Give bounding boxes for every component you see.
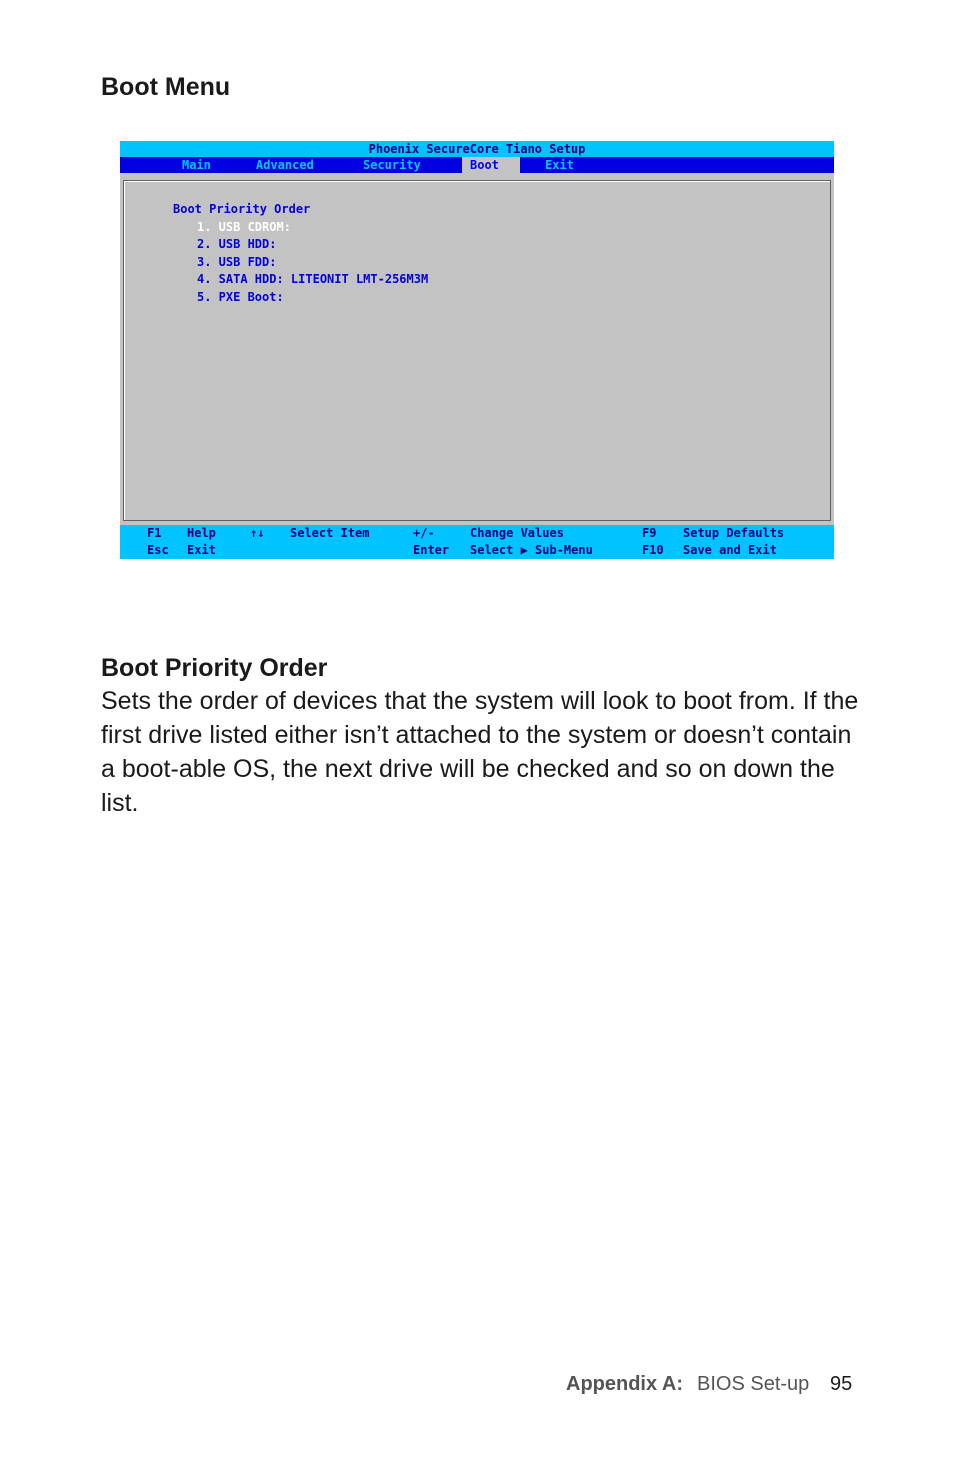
bios-section-title: Boot Priority Order: [173, 202, 311, 216]
key-change-values-label: Change Values: [470, 526, 564, 540]
key-f1: F1: [147, 526, 162, 540]
boot-order-item[interactable]: 4. SATA HDD: LITEONIT LMT-256M3M: [197, 272, 429, 286]
key-enter: Enter: [413, 543, 450, 557]
section-heading: Boot Priority Order: [101, 654, 328, 682]
key-setup-defaults-label: Setup Defaults: [683, 526, 785, 540]
key-select-item-label: Select Item: [290, 526, 370, 540]
bios-menu-bar: [120, 157, 834, 173]
key-select-submenu-label: Select ▶ Sub-Menu: [470, 543, 593, 557]
key-plusminus: +/-: [413, 526, 435, 540]
bios-tab-main[interactable]: Main: [182, 158, 211, 172]
bios-status-bar: [120, 525, 834, 559]
bios-tab-boot[interactable]: Boot: [462, 157, 520, 173]
bios-tab-advanced[interactable]: Advanced: [256, 158, 314, 172]
bios-title: Phoenix SecureCore Tiano Setup: [120, 141, 834, 157]
key-help-label: Help: [187, 526, 216, 540]
key-esc: Esc: [147, 543, 169, 557]
key-f9: F9: [642, 526, 657, 540]
bios-tab-security[interactable]: Security: [363, 158, 421, 172]
key-exit-label: Exit: [187, 543, 216, 557]
boot-order-item[interactable]: 3. USB FDD:: [197, 255, 277, 269]
section-body: Sets the order of devices that the system will look to boot from. If the first drive listed either isn’t attached to the system or doesn’t contain a boot-able OS, the next drive will be checked and so on down the list.: [101, 687, 859, 817]
page-number: 95: [830, 1373, 853, 1395]
arrows-icon: ↑↓: [250, 526, 265, 540]
footer-title: BIOS Set-up: [697, 1373, 810, 1395]
boot-order-item[interactable]: 5. PXE Boot:: [197, 290, 284, 304]
footer-label: Appendix A:: [566, 1373, 684, 1395]
bios-screenshot: [120, 141, 834, 559]
page-heading: Boot Menu: [101, 73, 231, 101]
bios-tab-exit[interactable]: Exit: [545, 158, 574, 172]
key-save-exit-label: Save and Exit: [683, 543, 777, 557]
boot-order-item[interactable]: 1. USB CDROM:: [197, 220, 291, 234]
boot-order-item[interactable]: 2. USB HDD:: [197, 237, 277, 251]
key-f10: F10: [642, 543, 664, 557]
